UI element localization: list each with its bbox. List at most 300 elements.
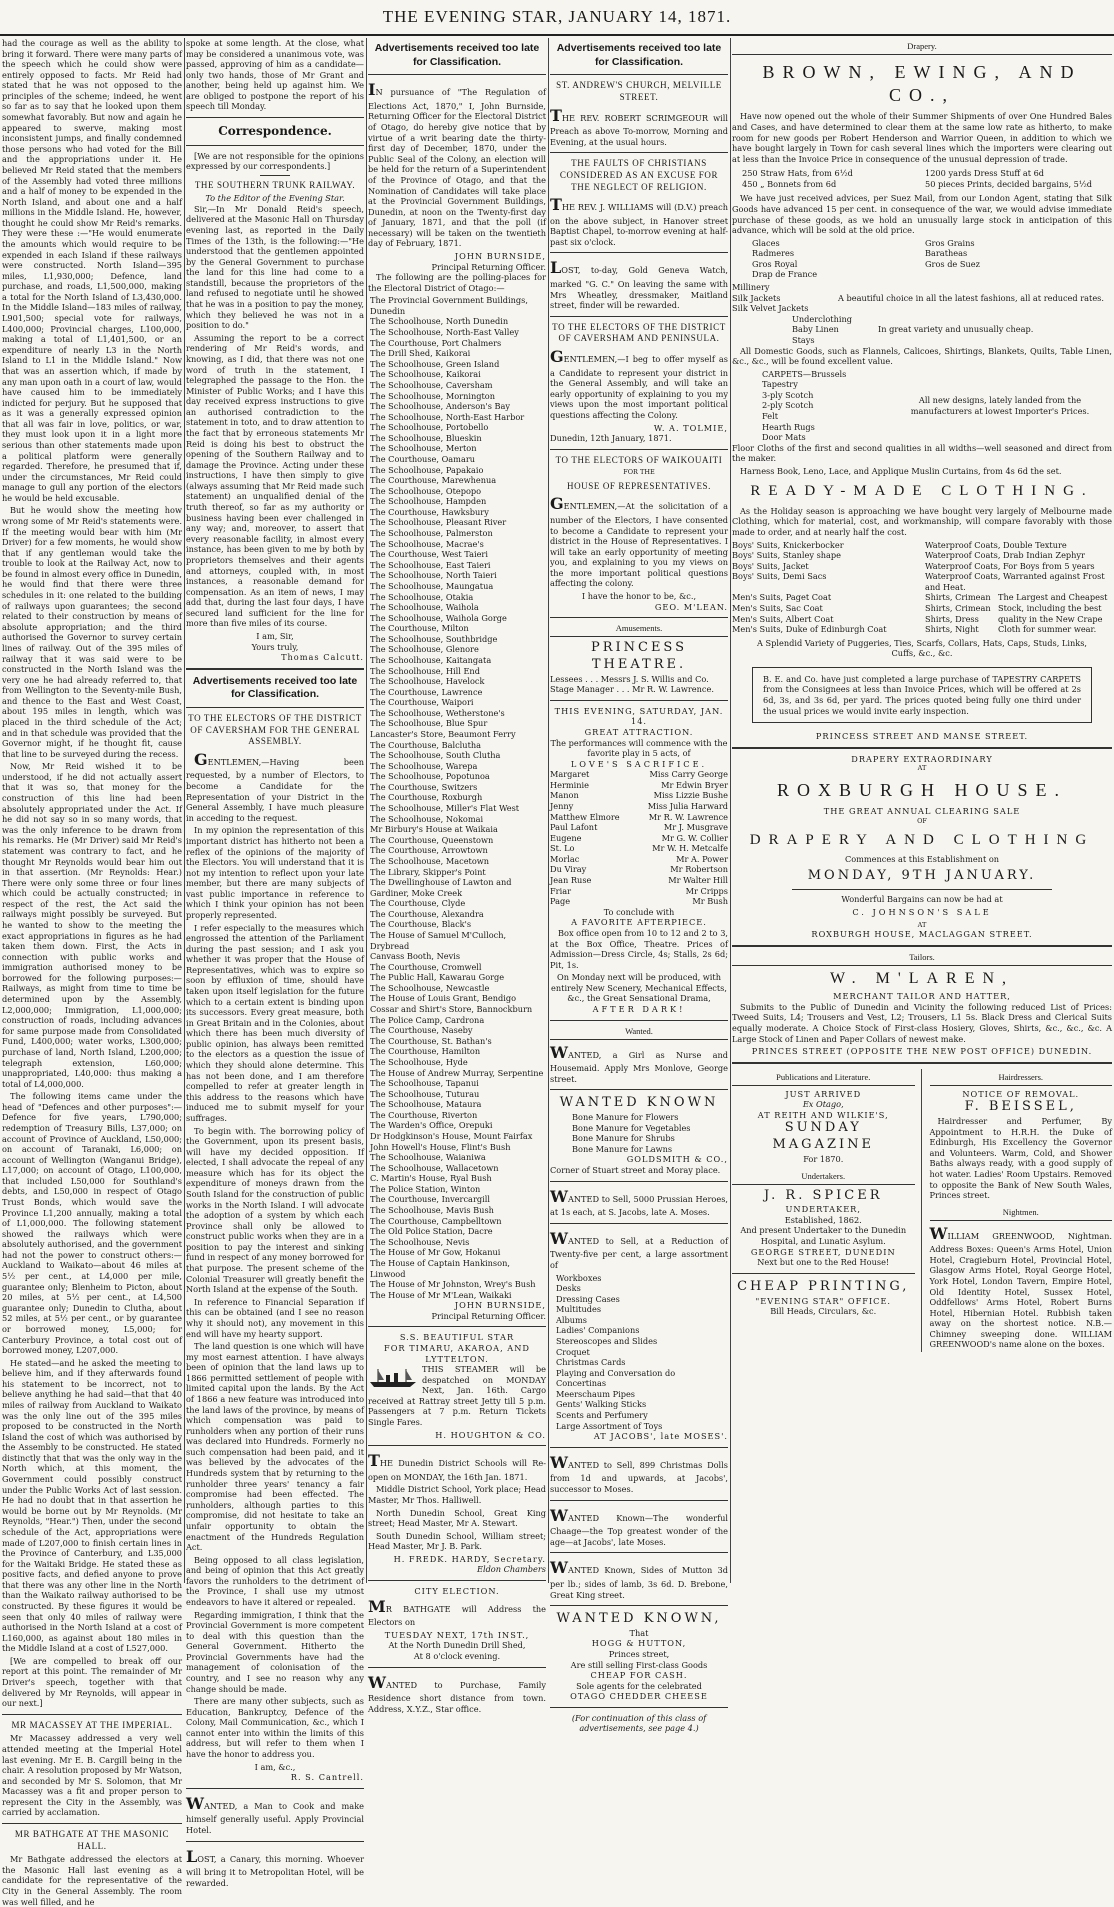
theatre-intro: The performances will commence with the favorite play in 5 acts, of bbox=[550, 737, 728, 759]
theatre-afterpiece: A FAVORITE AFTERPIECE. bbox=[571, 917, 707, 928]
divider bbox=[186, 1788, 364, 1789]
pub-reith: AT REITH AND WILKIE'S, bbox=[757, 1109, 889, 1120]
hogg-line: Are still selling First-class Goods bbox=[570, 1659, 708, 1670]
polling-place: Cossar and Shirt's Store, Bannockburn bbox=[370, 1004, 533, 1015]
divider bbox=[186, 145, 364, 146]
divider bbox=[186, 668, 364, 670]
cast-list bbox=[550, 769, 728, 907]
electors-heading: FOR THE bbox=[623, 468, 655, 477]
ad-signature: R. S. Cantrell. bbox=[290, 1772, 364, 1783]
polling-place: The Schoolhouse, North-East Valley bbox=[370, 327, 519, 338]
divider bbox=[186, 117, 364, 118]
divider bbox=[550, 152, 728, 153]
divider bbox=[368, 1667, 546, 1668]
cast-actor: Mr R. W. Lawrence bbox=[648, 811, 728, 822]
goods-list bbox=[550, 1273, 728, 1432]
polling-place: The Courthouse, Milton bbox=[370, 623, 469, 634]
steamer-icon bbox=[368, 1366, 418, 1388]
roxburgh-banner: ROXBURGH HOUSE. bbox=[776, 779, 1067, 800]
waterproof-list bbox=[925, 540, 1112, 593]
wanted-known-heading: WANTED KNOWN bbox=[559, 1095, 719, 1111]
waterproof-item: Waterproof Coats, Drab Indian Zephyr bbox=[925, 550, 1085, 561]
notice-paragraph: The following are the polling-places for the Electoral District of Otago:— bbox=[368, 272, 546, 293]
polling-place: Mr Birbury's House at Waikaia bbox=[370, 824, 498, 835]
polling-place: The Courthouse, Alexandra bbox=[370, 908, 484, 919]
section-heading-undertakers: Undertakers. bbox=[732, 1171, 915, 1185]
electors-signature: GEO. M'LEAN. bbox=[654, 601, 728, 612]
underclothing-item: Underclothing bbox=[792, 313, 853, 324]
article-heading: MR MACASSEY AT THE IMPERIAL. bbox=[11, 1719, 173, 1730]
polling-place: The Courthouse, Naseby bbox=[370, 1025, 473, 1036]
shirts-desc: The Largest and Cheapest Stock, including the best quality in the New Crape Cloth for summer wear. bbox=[998, 592, 1108, 635]
spicer-name: J. R. SPICER bbox=[763, 1187, 883, 1203]
goldsmith-name: GOLDSMITH & CO., bbox=[626, 1154, 728, 1165]
cast-row bbox=[550, 843, 728, 854]
drapery-address: PRINCESS STREET AND MANSE STREET. bbox=[815, 731, 1029, 742]
silks-list bbox=[752, 238, 1092, 280]
roxburgh-date: MONDAY, 9TH JANUARY. bbox=[807, 867, 1037, 883]
polling-place: The Schoolhouse, Caversham bbox=[370, 379, 493, 390]
theatre-evening: THIS EVENING, SATURDAY, JAN. 14. bbox=[554, 705, 724, 727]
polling-place: The Schoolhouse, North Taieri bbox=[370, 570, 497, 581]
polling-place: The Old Police Station, Dacre bbox=[370, 1226, 493, 1237]
boys-suit-item: Boys' Suits, Demi Sacs bbox=[732, 571, 827, 582]
pub-magazine: SUNDAY MAGAZINE bbox=[772, 1120, 874, 1153]
price-line: 1200 yards Dress Stuff at 6d bbox=[925, 168, 1045, 179]
cast-row bbox=[550, 886, 728, 897]
mens-block bbox=[732, 592, 1112, 634]
polling-place: C. Martin's House, Ryal Bush bbox=[370, 1173, 492, 1184]
roxburgh-commence: Commences at this Establishment on bbox=[844, 854, 1000, 865]
price-line: 50 pieces Prints, decided bargains, 5½d bbox=[925, 178, 1093, 189]
polling-place: The Schoolhouse, Glenore bbox=[370, 644, 479, 655]
goods-item: Meerschaum Pipes bbox=[556, 1388, 635, 1399]
continuation-note: (For continuation of this class of advertisements, see page 4.) bbox=[571, 1712, 707, 1734]
mlaren-name: W. M'LAREN, bbox=[829, 969, 1015, 987]
cast-row bbox=[550, 812, 728, 823]
classified-ad: WANTED Known—The wonderful Chaage—the Top greatest wonder of the age—at Jacobs', late Moses. bbox=[550, 1505, 728, 1547]
cast-row bbox=[550, 780, 728, 791]
divider bbox=[550, 1500, 728, 1501]
column-1 bbox=[2, 38, 182, 1907]
roxburgh-at: AT bbox=[917, 764, 927, 773]
hogg-name: HOGG & HUTTON, bbox=[591, 1638, 687, 1649]
polling-place: The Schoolhouse, Maungatua bbox=[370, 580, 494, 591]
ad-paragraph: GENTLEMEN,—Having been requested, by a number of Electors, to become a Candidate for the Representation of your District in the General Assembly, I have much pleasure in acceding to the request. bbox=[186, 749, 364, 823]
mens-suit-item: Men's Suits, Sac Coat bbox=[732, 603, 823, 614]
ad-heading: TO THE ELECTORS OF THE DISTRICT OF CAVERSHAM FOR THE GENERAL ASSEMBLY. bbox=[188, 713, 362, 747]
letter-signoff: I am, Sir, bbox=[256, 630, 294, 641]
bone-manure-item: Bone Manure for Lawns bbox=[572, 1143, 673, 1154]
printing-office: "EVENING STAR" OFFICE. bbox=[755, 1295, 892, 1306]
silks-left bbox=[752, 238, 919, 280]
roxburgh-bargains: Wonderful Bargains can now be had at bbox=[841, 893, 1003, 904]
silks-right bbox=[925, 238, 1092, 280]
article-paragraph: had the courage as well as the ability to bring it forward. There were many parts of the speech which he could show were entirely opposed to facts. Mr Reid had stated that he was not opposed to the principles of the scheme; indeed, he went so far as to say that he looked upon them somewhat favorably. But now and again he appeared to swerve, making most inconsistent jumps, and finally condemned those persons who had voted for the Bill and the appropriations under it. He believed Mr Reid stated that the members of the Assembly had voted three millions and a half of money to be expended in the North Island, and about one and a half millions in the Middle Island. He, however, thought he could show Mr Reid's remarks. They were these :—"He would enumerate the amounts which would require to be expended in each Island if these railways were constructed. North Island—395 miles, L1,930,000; Defence, land purchase, and roads, L1,500,000, making a total for the North Island of L3,430,000. In the Middle Island—183 miles of railway, L901,500; special vote for railways, L400,000; Provincial charges, L100,000, making a total of L1,401,500, or an expenditure of nearly L3 in the North Island to L1 in the Middle Island." Now that was an assertion which, if made by any man upon oath in a court of law, would have caused him to be immediately indicted for perjury. But he supposed that as it was a generally expressed opinion that all was fair in love, politics, or war, they must look upon it in a light more serious than other statements made upon a political platform were generally regarded. Therefore, he presumed that if, under the circumstances, Mr Reid could manage to gull any portion of the electors he would be held excusable. bbox=[2, 38, 182, 503]
drapery-paragraph: Have now opened out the whole of their Summer Shipments of over One Hundred Bales and Cases, and have determined to clear them at the same low rate as hitherto, to make room for new goods per Robert Henderson and Warrior Queen, in addition to which we have bought largely in Town for cash several lines which the importers were clearing out at less than the Invoice Price in consequence of the unusual depression of trade. bbox=[732, 111, 1112, 164]
polling-place: The House of Andrew Murray, Serpentine bbox=[370, 1067, 544, 1078]
polling-place: The Courthouse, Roxburgh bbox=[370, 792, 483, 803]
spicer-line: And present Undertaker to the Dunedin Hospital, and Lunatic Asylum. bbox=[740, 1225, 907, 1247]
classified-ad: WANTED, a Man to Cook and make himself generally useful. Apply Provincial Hotel. bbox=[186, 1793, 364, 1835]
goods-item: Gents' Walking Sticks bbox=[556, 1399, 647, 1410]
ship-subheading: FOR TIMARU, AKAROA, AND LYTTELTON. bbox=[384, 1342, 530, 1364]
classified-ad: WANTED to Purchase, Family Residence short distance from town. Address, X.Y.Z., Star office. bbox=[368, 1672, 546, 1714]
divider bbox=[550, 74, 728, 75]
divider bbox=[186, 707, 364, 708]
divider bbox=[368, 1326, 546, 1327]
ad-paragraph: In reference to Financial Separation if this can be obtained (and I see no reason why it should not), any movement in this end will have my hearty support. bbox=[186, 1296, 364, 1339]
section-heading-nightmen: Nightmen. bbox=[930, 1207, 1113, 1221]
polling-place: The Courthouse, Marewhenua bbox=[370, 475, 497, 486]
school-notice-line: South Dunedin School, William street; Head Master, Mr J. B. Park. bbox=[368, 1530, 546, 1552]
goods-item: Concertinas bbox=[556, 1378, 607, 1389]
goods-item: Christmas Cards bbox=[556, 1357, 626, 1368]
shirt-item: Shirts, Night bbox=[925, 624, 979, 635]
cast-actor: Miss Julia Harward bbox=[647, 800, 728, 811]
silk-item: Glaces bbox=[752, 237, 780, 248]
mens-suit-item: Men's Suits, Paget Coat bbox=[732, 592, 832, 603]
silk-item: Gros Grains bbox=[925, 237, 975, 248]
polling-place: The Schoolhouse, Green Island bbox=[370, 358, 500, 369]
polling-place: The Schoolhouse, Tapanui bbox=[370, 1078, 479, 1089]
notice-paragraph: IN pursuance of "The Regulation of Elections Act, 1870," I, John Burnside, Returning Officer for the Electoral District of Otago, do hereby give notice that by virtue of a writ bearing date the thirty-first day of December, 1870, under the Public Seal of the Colony, an election will be held for the return of a Superintendent of the Province of Otago, and that the Nomination of Candidates will take place at the Provincial Government Buildings, Dunedin, at noon on the Twenty-first day of January, 1871, and that the poll (if necessary) will be taken on the twentieth day of February, 1871. bbox=[368, 80, 546, 249]
bottom-split bbox=[732, 1069, 1112, 1352]
electors-date: Dunedin, 12th January, 1871. bbox=[550, 433, 672, 444]
polling-place: The Schoolhouse, Mornington bbox=[370, 390, 495, 401]
roxburgh-of: OF bbox=[917, 816, 927, 825]
carpets-list bbox=[762, 369, 882, 443]
polling-place: The Schoolhouse, Waihola Gorge bbox=[370, 612, 507, 623]
ad-paragraph: I refer especially to the measures which engrossed the attention of the Parliament during the past session; and I ask you whether it was proper that the House of Representatives, which was to expire so soon by effluxion of time, should have taken upon itself legislation for the future which to a certain extent is binding upon its successors. Every great measure, both in Great Britain and in the Colonies, about which there has been much diversity of public opinion, has always been remitted to the electors as a question the issue of which they should alone determine. This has not been done, and I am therefore compelled to refer at greater length in this address to the reasons which have induced me to submit myself for your suffrages. bbox=[186, 922, 364, 1123]
carpets-desc: All new designs, lately landed from the manufacturers at lowest Importer's Prices. bbox=[910, 395, 1090, 416]
polling-place: The Dwellinghouse of Lawton and Gardiner, Moke Creek bbox=[370, 877, 512, 898]
polling-place: The Schoolhouse, Popotunoa bbox=[370, 771, 490, 782]
polling-place: Lancaster's Store, Beaumont Ferry bbox=[370, 729, 516, 740]
article-paragraph: spoke at some length. At the close, what may be considered a unanimous vote, was passed, approving of him as a candidate—only two hands, those of Mr Grant and another, being held up against him. We are obliged to postpone the report of his speech till Monday. bbox=[186, 38, 364, 112]
cast-role: Herminie bbox=[550, 779, 590, 790]
sermon-heading: THE FAULTS OF CHRISTIANS CONSIDERED AS AN EXCUSE FOR THE NEGLECT OF RELIGION. bbox=[559, 158, 719, 192]
cast-role: Margaret bbox=[550, 769, 590, 780]
polling-place: The Schoolhouse, Palmerston bbox=[370, 528, 493, 539]
mlaren-paragraph: Submits to the Public of Dunedin and Vicinity the following reduced List of Prices: Tweed Suits, L4; Trousers and Vest, L2; Trousers, L1 5s. Black Dress and Clerical Suits equally moderate. A Choice Stock of First-class Hosiery, Gloves, Shirts, &c., &c., &c. A Large Stock of Linen and Paper Collars of newest make. bbox=[732, 1001, 1112, 1044]
mens-list bbox=[732, 592, 919, 634]
polling-place: The Schoolhouse, Wetherstone's bbox=[370, 707, 505, 718]
polling-place: The Police Camp, Cardrona bbox=[370, 1014, 485, 1025]
polling-place: The Schoolhouse, Blueskin bbox=[370, 432, 482, 443]
millinery-desc: A beautiful choice in all the latest fashions, all at reduced rates. bbox=[838, 292, 1104, 303]
polling-place: The Schoolhouse, Newcastle bbox=[370, 982, 490, 993]
waterproof-item: Waterproof Coats, Double Texture bbox=[925, 539, 1067, 550]
boys-suit-item: Boys' Suits, Knickerbocker bbox=[732, 539, 844, 550]
cast-role: Du Viray bbox=[550, 864, 587, 875]
ad-signoff: I am, &c., bbox=[254, 1761, 296, 1772]
cast-row bbox=[550, 833, 728, 844]
drapery-paragraph: Harness Book, Leno, Lace, and Applique Muslin Curtains, from 4s 6d the set. bbox=[740, 465, 1062, 476]
cast-actor: Mr Bush bbox=[692, 896, 728, 907]
goods-item: Workboxes bbox=[556, 1272, 602, 1283]
polling-place: The Schoolhouse, Mavis Bush bbox=[370, 1205, 494, 1216]
boys-block bbox=[732, 540, 1112, 593]
bone-manure-item: Bone Manure for Vegetables bbox=[572, 1122, 691, 1133]
drapery-clothing-banner: DRAPERY AND CLOTHING bbox=[749, 831, 1095, 848]
polling-place: The Schoolhouse, Hampden bbox=[370, 496, 487, 507]
ad-section-heading: Advertisements received too late for Classification. bbox=[374, 42, 540, 68]
cast-role: Friar bbox=[550, 885, 572, 896]
cast-role: Eugene bbox=[550, 832, 582, 843]
polling-place: The Schoolhouse, Waianiwa bbox=[370, 1152, 486, 1163]
roxburgh-address: ROXBURGH HOUSE, MACLAGGAN STREET. bbox=[811, 929, 1033, 940]
school-address: Eldon Chambers bbox=[476, 1564, 546, 1575]
cast-actor: Mr Edwin Bryer bbox=[661, 779, 728, 790]
clothing-variety: A Splendid Variety of Puggeries, Ties, Scarfs, Collars, Hats, Caps, Studs, Links, Cuffs, &c., &c. bbox=[756, 637, 1088, 659]
polling-place: The Warden's Office, Orepuki bbox=[370, 1120, 493, 1131]
drapery-paragraph: We have just received advices, per Suez Mail, from our London Agent, stating that Silk Goods have advanced 15 per cent. in consequence of the war, we would advise immediate purchase of these goods, as we hold an unusually large stock in anticipation of this advance, which will be sold at the old price. bbox=[732, 193, 1112, 236]
polling-place: The House of Samuel M'Culloch, Drybread bbox=[370, 930, 507, 951]
polling-place: The Courthouse, Oamaru bbox=[370, 453, 476, 464]
polling-place: The Courthouse, Riverton bbox=[370, 1109, 478, 1120]
theatre-monday: On Monday next will be produced, with entirely New Scenery, Mechanical Effects, &c., the Great Sensational Drama, bbox=[551, 972, 727, 1004]
polling-place: The House of Mr M'Lean, Waikaki bbox=[370, 1289, 512, 1300]
section-heading-hairdressers: Hairdressers. bbox=[930, 1072, 1113, 1086]
pub-arrived: JUST ARRIVED bbox=[785, 1088, 862, 1099]
notice-signature-title: Principal Returning Officer. bbox=[431, 1310, 546, 1321]
divider bbox=[732, 1062, 1112, 1064]
underclothing-item: Baby Linen bbox=[792, 324, 839, 335]
electors-heading: TO THE ELECTORS OF THE DISTRICT OF CAVERSHAM AND PENINSULA. bbox=[552, 321, 726, 344]
waterproof-item: Waterproof Coats, For Boys from 5 years bbox=[925, 560, 1095, 571]
cast-row bbox=[550, 875, 728, 886]
polling-place: The Schoolhouse, East Taieri bbox=[370, 559, 491, 570]
carpet-item: Tapestry bbox=[762, 379, 798, 390]
goods-item: Dressing Cases bbox=[556, 1293, 620, 1304]
divider bbox=[368, 74, 546, 75]
brown-ewing-banner: BROWN, EWING, AND CO., bbox=[762, 61, 1082, 106]
classified-ad: WANTED to Sell, at a Reduction of Twenty-five per cent, a large assortment of bbox=[550, 1228, 728, 1270]
bone-manure-item: Bone Manure for Flowers bbox=[572, 1112, 679, 1123]
polling-place: The Schoolhouse, Nevis bbox=[370, 1236, 470, 1247]
polling-place: Dr Hodgkinson's House, Mount Fairfax bbox=[370, 1130, 533, 1141]
cast-row bbox=[550, 769, 728, 780]
hogg-line: OTAGO CHEDDER CHEESE bbox=[570, 1691, 708, 1702]
polling-place: The Courthouse, Clyde bbox=[370, 898, 466, 909]
printing-heading: CHEAP PRINTING, bbox=[737, 1278, 910, 1294]
polling-place: The Schoolhouse, Otepopo bbox=[370, 485, 482, 496]
shirt-item: Shirts, Crimean bbox=[925, 603, 991, 614]
goods-item: Playing and Conversation do bbox=[556, 1367, 676, 1378]
ship-signature: H. HOUGHTON & CO. bbox=[435, 1429, 546, 1440]
city-election-place: At the North Dunedin Drill Shed, bbox=[388, 1640, 526, 1651]
polling-place: The Schoolhouse, South Clutha bbox=[370, 750, 501, 761]
notice-signature-title: Principal Returning Officer. bbox=[431, 261, 546, 272]
divider bbox=[550, 449, 728, 450]
ship-heading: S.S. BEAUTIFUL STAR bbox=[399, 1332, 515, 1343]
divider bbox=[732, 1273, 915, 1274]
letter-paragraph: Sir,—In Mr Donald Reid's speech, delivered at the Masonic Hall on Thursday evening last, as reported in the Daily Times of the 13th, is the following:—"He understood that the gentlemen appointed by the General Government to purchase the land for this line had come to a standstill, because the proprietors of the land refused to negotiate until he showed that he was in a position to pay the money, which they believed he was not in a position to do." bbox=[186, 203, 364, 331]
column-4 bbox=[550, 38, 729, 1734]
polling-place: The Schoolhouse, Havelock bbox=[370, 676, 485, 687]
greenwood-paragraph: WILLIAM GREENWOOD, Nightman. Address Boxes: Queen's Arms Hotel, Union Hotel, Cragieburn Hotel, Provincial Hotel, Glasgow Arms Hotel, Royal George Hotel, York Hotel, London Tavern, Empire Hotel, Old Identity Hotel, Sussex Hotel, Oddfellows' Arms Hotel, Robert Burns Hotel, Hibernian Hotel. Rubbish taken away on the shortest notice. N.B.—Chimney sweeping done. WILLIAM GREENWOOD's name alone on the boxes. bbox=[929, 1223, 1112, 1350]
polling-place: The Schoolhouse, Otakia bbox=[370, 591, 474, 602]
article-paragraph: The following items came under the head of "Defences and other purposes":—Defence for five years, L790,000; redemption of Treasury Bills, L37,000; on account of Province of Auckland, L50,000; on account of Taranaki, L6,000; on account of Wellington (Wanganui Bridge), L17,000; on account of Otago, L100,000, that included L50,000 for Southland's debts, and L50,000 in respect of Otago Trust Bonds, which would save the Province L1,200 annually, making a total of L1,000,000. The following statement showed the railways which were absolutely authorised, and the government had not the power to construct others:—Auckland to Waikato—about 46 miles at 5½ per cent., at L4,000 per mile, guarantee only; Blenheim to Picton, about 20 miles, at 5½ per cent., at L4,500 guarantee only; Dunedin to Clutha, about 52 miles, at 5½ per cent., or by guarantee or borrowed money, L5,000; for Canterbury Province, a total cost out of borrowed money, L207,000. bbox=[2, 1091, 182, 1356]
section-heading-drapery: Drapery. bbox=[732, 41, 1112, 55]
notice-signature: JOHN BURNSIDE, bbox=[454, 1300, 546, 1311]
polling-place: The Schoolhouse, Macetown bbox=[370, 855, 490, 866]
city-election-time: At 8 o'clock evening. bbox=[413, 1650, 501, 1661]
ad-paragraph: Being opposed to all class legislation, and being of opinion that this Act greatly favors the runholders to the detriment of the Province, I shall use my utmost endeavors to have it altered or repealed. bbox=[186, 1554, 364, 1607]
price-line: 450 „ Bonnets from 6d bbox=[742, 178, 837, 189]
cast-actor: Mr G. W. Collier bbox=[661, 832, 728, 843]
cast-role: Page bbox=[550, 896, 571, 907]
mlaren-title: MERCHANT TAILOR AND HATTER, bbox=[833, 991, 1011, 1002]
section-heading-wanted: Wanted. bbox=[550, 1026, 728, 1040]
masthead bbox=[0, 0, 1114, 34]
divider bbox=[2, 1823, 182, 1824]
divider bbox=[368, 1445, 546, 1446]
divider bbox=[2, 1714, 182, 1715]
column-divider bbox=[184, 38, 185, 1583]
cast-actor: Mr Cripps bbox=[685, 885, 728, 896]
cast-actor: Miss Lizzie Bushe bbox=[653, 790, 728, 801]
section-heading-publications: Publications and Literature. bbox=[732, 1072, 915, 1086]
silk-item: Gros Royal bbox=[752, 258, 798, 269]
classified-ad: WANTED Known, Sides of Mutton 3d per lb.; sides of lamb, 3s 6d. D. Brebone, Great King street. bbox=[550, 1558, 728, 1600]
ready-made-banner: READY-MADE CLOTHING. bbox=[750, 483, 1094, 500]
section-heading-tailors: Tailors. bbox=[732, 952, 1112, 966]
polling-place: The Schoolhouse, Pleasant River bbox=[370, 517, 507, 528]
boys-suit-item: Boys' Suits, Stanley shape bbox=[732, 550, 842, 561]
ad-section-heading: Advertisements received too late for Classification. bbox=[192, 674, 358, 701]
johnson-sale: C. JOHNSON'S SALE bbox=[852, 907, 992, 918]
cast-role: Paul Lafont bbox=[550, 822, 598, 833]
cast-actor: Miss Carry George bbox=[649, 769, 728, 780]
silk-item: Gros de Suez bbox=[925, 258, 980, 269]
electors-address: GENTLEMEN,—At the solicitation of a number of the Electors, I have consented to become a Candidate to represent your district in the House of Representatives. I will take an early opportunity of meeting you, and explaining to you my views on the more important political questions affecting the colony. bbox=[550, 494, 728, 589]
divider bbox=[792, 889, 1052, 890]
school-signature: H. FREDK. HARDY, Secretary. bbox=[393, 1553, 546, 1564]
silk-item: Radmeres bbox=[752, 248, 795, 259]
theatre-manager: Stage Manager . . . Mr R. W. Lawrence. bbox=[550, 684, 714, 695]
divider bbox=[550, 1552, 728, 1553]
polling-place: The House of Captain Hankinson, Linwood bbox=[370, 1257, 510, 1279]
column-divider bbox=[730, 38, 731, 1583]
cast-row bbox=[550, 790, 728, 801]
millinery-list bbox=[732, 282, 832, 314]
column-divider bbox=[548, 38, 549, 1583]
section-heading-amusements: Amusements. bbox=[550, 623, 728, 637]
beissel-name: F. BEISSEL, bbox=[964, 1099, 1077, 1115]
article-paragraph: Now, Mr Reid wished it to be understood, if he did not actually assert that it was so, that money for the construction of this line had been absolutely appropriated under the Act. If he did not say so in so many words, that was the only inference to be drawn from his remarks. He (Mr Driver) said Mr Reid's statement was contrary to fact, and he thought Mr Reynolds would bear him out in that assertion. (Mr Reynolds: Hear.) There were only some three or four lines which could be actually constructed; in respect of the rest, the Act said the railways might possibly be surveyed. But he wanted to show to the meeting the exact appropriations in figures as he had taken them down. First, the Acts in connection with public works and immigration authorised money to be borrowed for the following purposes:—Railways, as might from time to time be determined upon by the Assembly, L2,000,000; Immigration, L1,000,000; construction of roads, including advances for same purpose made from Consolidated Fund, L400,000; water works, L300,000; purchase of land, North Island, L200,000; telegraph extension, L60,000; unappropriated, L40,000: thus making a total of L4,000,000. bbox=[2, 761, 182, 1089]
underclothing-desc: In great variety and unusually cheap. bbox=[878, 324, 1034, 335]
column-divider bbox=[366, 38, 367, 1583]
letter-signoff: Yours truly, bbox=[251, 641, 299, 652]
polling-place: The Schoolhouse, Kaitangata bbox=[370, 654, 492, 665]
carpets-block bbox=[762, 369, 1112, 443]
section-heading-correspondence: Correspondence. bbox=[218, 124, 332, 139]
goods-item: Large Assortment of Toys bbox=[556, 1420, 663, 1431]
polling-places-list bbox=[368, 295, 546, 1300]
polling-place: The Schoolhouse, Nokomai bbox=[370, 813, 484, 824]
drapery-paragraph: Floor Cloths of the first and second qualities in all widths—well seasoned and direct from the maker. bbox=[732, 442, 1112, 464]
mens-suit-item: Men's Suits, Duke of Edinburgh Coat bbox=[732, 624, 887, 635]
bottom-left bbox=[732, 1069, 922, 1352]
price-line: 250 Straw Hats, from 6½d bbox=[742, 168, 853, 179]
cast-row bbox=[550, 822, 728, 833]
electors-address: GENTLEMEN,—I beg to offer myself as a Candidate to represent your district in the General Assembly, and will take an early opportunity of explaining to you my views upon the most important political questions affecting the Colony. bbox=[550, 347, 728, 420]
cast-row bbox=[550, 854, 728, 865]
cast-row bbox=[550, 801, 728, 812]
polling-place: The Police Station, Winton bbox=[370, 1183, 481, 1194]
goods-item: Multitudes bbox=[556, 1304, 602, 1315]
column-5 bbox=[732, 38, 1112, 1583]
polling-place: The Schoolhouse, Kaikorai bbox=[370, 369, 481, 380]
goods-item: Stereoscopes and Slides bbox=[556, 1335, 658, 1346]
drapery-paragraph: All Domestic Goods, such as Flannels, Calicoes, Shirtings, Blankets, Quilts, Table Linen, &c., &c., will be found excellent value. bbox=[732, 345, 1112, 367]
goods-item: Albums bbox=[556, 1314, 588, 1325]
classified-ad: WANTED, a Girl as Nurse and Housemaid. Apply Mrs Monlove, George street. bbox=[550, 1042, 728, 1084]
cast-role: St. Lo bbox=[550, 843, 575, 854]
shirts-list bbox=[925, 592, 995, 634]
electors-signoff: I have the honor to be, &c., bbox=[581, 590, 697, 601]
roxburgh-extra: DRAPERY EXTRAORDINARY bbox=[851, 753, 993, 764]
polling-place: The Drill Shed, Kaikorai bbox=[370, 348, 471, 359]
ad-paragraph: To begin with. The borrowing policy of the Government, upon its present basis, will have my decided opposition. If elected, I shall advocate the repeal of any measure which has for its object the expenditure of moneys drawn from the South Island for the construction of public works in the North Island. I will advocate the adoption of a system by which each Province shall only be allowed to construct public works when they are in a position to pay the interest and sinking fund in respect of any money borrowed for that purpose. The present scheme of the Colonial Treasurer will greatly benefit the North Island at the expense of the South. bbox=[186, 1125, 364, 1295]
hogg-line: CHEAP FOR CASH. bbox=[590, 1670, 688, 1681]
goods-item: Croquet bbox=[556, 1346, 590, 1357]
polling-place: The Courthouse, Waipori bbox=[370, 697, 474, 708]
divider bbox=[260, 175, 290, 176]
ship-ad bbox=[368, 1364, 546, 1427]
polling-place: The Courthouse, Lawrence bbox=[370, 686, 483, 697]
goods-item: Ladies' Companions bbox=[556, 1325, 640, 1336]
carpet-item: Door Mats bbox=[762, 432, 806, 443]
column-2 bbox=[186, 38, 364, 1888]
city-election-text: MR BATHGATE will Address the Electors on bbox=[368, 1596, 546, 1628]
goldsmith-address: Corner of Stuart street and Moray place. bbox=[550, 1164, 721, 1175]
polling-place: The Schoolhouse, Southbridge bbox=[370, 633, 498, 644]
divider bbox=[550, 1447, 728, 1448]
divider bbox=[550, 1181, 728, 1182]
polling-place: The Schoolhouse, Anderson's Bay bbox=[370, 401, 511, 412]
mens-suit-item: Men's Suits, Albert Coat bbox=[732, 613, 834, 624]
letter-paragraph: Assuming the report to be a correct rendering of Mr Reid's words, and knowing, as I did, that there was not one word of truth in the statement, I telegraphed the passage to the Hon. the Minister of Public Works; and I have this day received express instructions to give an authorised contradiction to the statement in toto, and to draw attention to the fact that by erroneous statements Mr Reid is doing his best to obstruct the opening of the Southern Railway and to damage the Province. Acting under these instructions, I have then simply to give (always assuming that Mr Reid made such statement) an unqualified denial of the truth thereof, so far as my authority or business having been ever challenged in any way; and, moreover, to assert that every reasonable facility, in almost every instance, has been given to me by both by proprietors themselves and their agents and attorneys, coupled with, in most instances, a reasonable demand for compensation. As an item of news, I may add that, during the last four days, I have secured land sufficient for the line for more than five miles of its course. bbox=[186, 332, 364, 629]
cast-role: Manon bbox=[550, 790, 579, 801]
polling-place: The Library, Skipper's Point bbox=[370, 866, 486, 877]
letter-salutation: To the Editor of the Evening Star. bbox=[205, 193, 345, 204]
polling-place: The Courthouse, Port Chalmers bbox=[370, 337, 502, 348]
bone-manure-item: Bone Manure for Shrubs bbox=[572, 1133, 675, 1144]
electors-signature: W. A. TOLMIE, bbox=[653, 422, 728, 433]
letter-signature: Thomas Calcutt. bbox=[281, 652, 364, 663]
spicer-line: GEORGE STREET, DUNEDIN bbox=[750, 1246, 896, 1257]
polling-place: The House of Mr Gow, Hokanui bbox=[370, 1247, 501, 1258]
hogg-line: That bbox=[629, 1627, 649, 1638]
cast-role: Matthew Elmore bbox=[550, 811, 620, 822]
cast-row bbox=[550, 896, 728, 907]
lost-ad: LOST, to-day, Gold Geneva Watch, marked "G. C." On leaving the same with Mrs Wheatley, dressmaker, Maitland street, finder will be rewarded. bbox=[550, 258, 728, 311]
divider bbox=[550, 1223, 728, 1224]
carpet-item: Felt bbox=[762, 411, 778, 421]
millinery-block bbox=[732, 282, 1112, 314]
school-notice: THE Dunedin District Schools will Re-open on MONDAY, the 16th Jan. 1871. bbox=[368, 1451, 546, 1482]
waterproof-item: Waterproof Coats, Warranted against Frost and Heat. bbox=[925, 571, 1105, 592]
school-notice-line: North Dunedin School, Great King street; Head Master, Mr A. Stewart. bbox=[368, 1507, 546, 1529]
polling-place: The Courthouse, Hawksbury bbox=[370, 506, 489, 517]
beissel-paragraph: Hairdresser and Perfumer, By Appointment to H.R.H. the Duke of Edinburgh, His Excellency the Governor and Volunteers. Warm, Cold, and Shower Baths always ready, with a good supply of hot water. Ladies' Room Upstairs. Removed to opposite the Bank of New South Wales, Princes street. bbox=[929, 1116, 1112, 1201]
divider bbox=[550, 617, 728, 618]
polling-place: The Schoolhouse, Blue Spur bbox=[370, 718, 488, 729]
notice-signature: JOHN BURNSIDE, bbox=[454, 251, 546, 261]
